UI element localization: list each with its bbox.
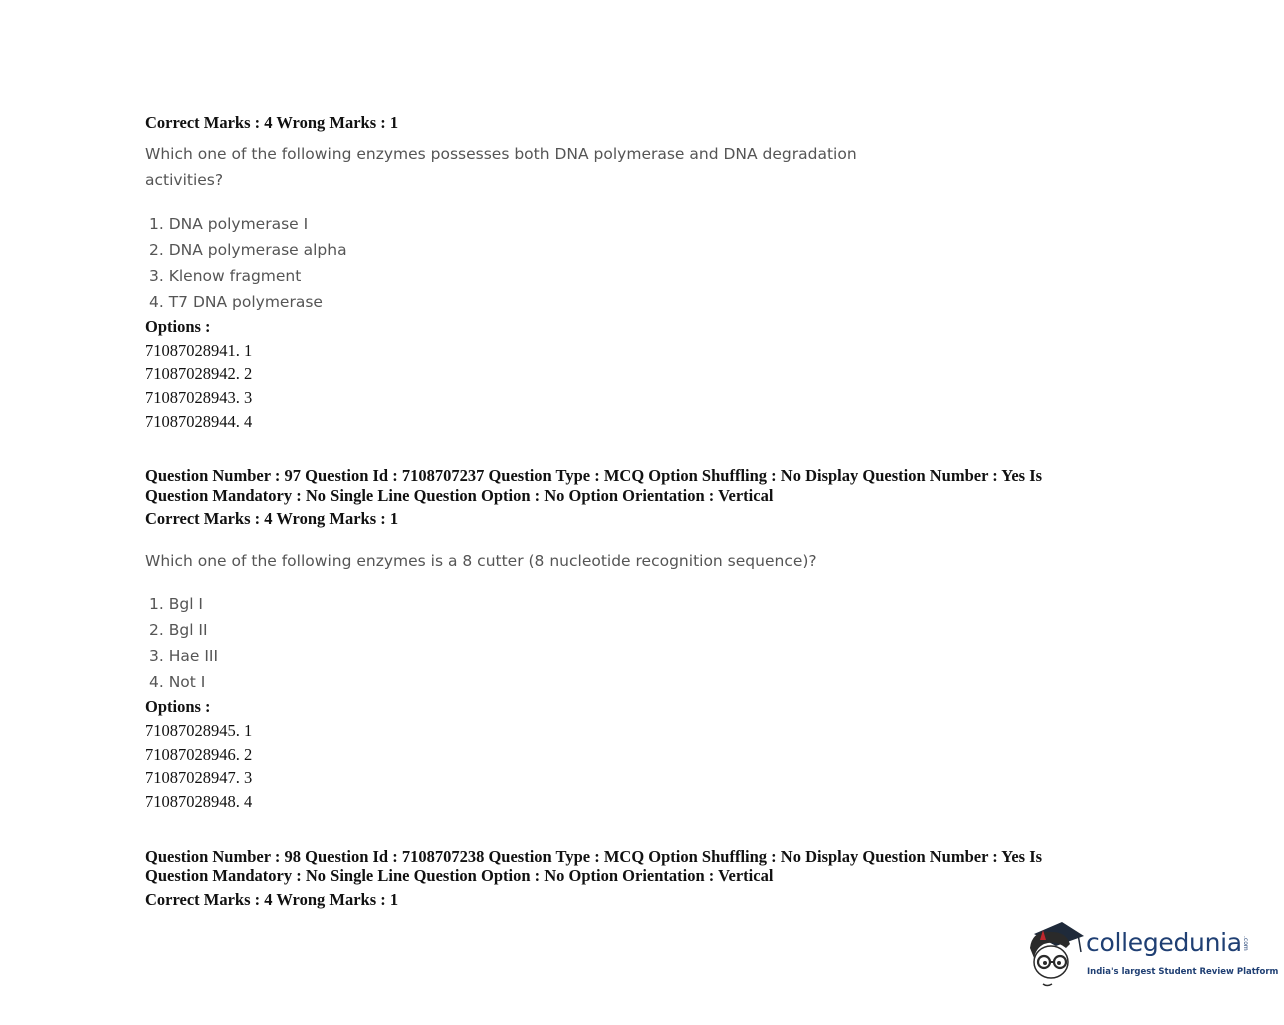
q97-marks: Correct Marks : 4 Wrong Marks : 1	[145, 509, 399, 529]
exam-page	[145, 113, 1105, 909]
q97-choice-2: 2. Bgl II	[149, 620, 208, 639]
q96-choice-3: 3. Klenow fragment	[149, 266, 302, 285]
q97-choice-3: 3. Hae III	[149, 646, 219, 665]
q96-choice-4: 4. T7 DNA polymerase	[149, 292, 323, 311]
q96-choice-1: 1. DNA polymerase I	[149, 214, 309, 233]
q96-question-line1: Which one of the following enzymes possesses both DNA polymerase and DNA degradation	[145, 144, 857, 163]
q97-option-id-1: 71087028945. 1	[145, 720, 253, 740]
q97-header-line1: Question Number : 97 Question Id : 7108707237 Question Type : MCQ Option Shuffling : No Display Question Number : Yes Is	[145, 466, 1043, 486]
q96-marks: Correct Marks : 4 Wrong Marks : 1	[145, 113, 399, 132]
q96-option-id-2: 71087028942. 2	[145, 364, 253, 384]
q96-option-id-3: 71087028943. 3	[145, 387, 253, 407]
logo-tagline: India's largest Student Review Platform	[1087, 967, 1279, 977]
logo-com-suffix: .com	[1242, 936, 1249, 951]
q97-question: Which one of the following enzymes is a 8 cutter (8 nucleotide recognition sequence)?	[145, 551, 817, 570]
q98-header-line2: Question Mandatory : No Single Line Question Option : No Option Orientation : Vertical	[145, 866, 774, 886]
q96-option-id-4: 71087028944. 4	[145, 411, 253, 431]
q97-option-id-3: 71087028947. 3	[145, 768, 253, 788]
q96-choice-list	[145, 211, 1105, 315]
q97-choice-1: 1. Bgl I	[149, 594, 203, 613]
q96-option-id-1: 71087028941. 1	[145, 340, 253, 360]
q97-options-label: Options :	[145, 696, 211, 716]
q96-option-ids	[145, 339, 1105, 434]
q98-header-line1: Question Number : 98 Question Id : 7108707238 Question Type : MCQ Option Shuffling : No Display Question Number : Yes Is	[145, 846, 1043, 866]
q96-question-line2: activities?	[145, 170, 224, 189]
q96-options-label: Options :	[145, 316, 211, 336]
q97-option-id-2: 71087028946. 2	[145, 744, 253, 764]
q97-option-ids	[145, 719, 1105, 814]
q97-choice-4: 4. Not I	[149, 672, 206, 691]
q96-choice-2: 2. DNA polymerase alpha	[149, 240, 347, 259]
logo-wordmark: collegedunia	[1086, 928, 1242, 957]
q97-choice-list	[145, 591, 1105, 695]
collegedunia-logo[interactable]	[1026, 918, 1279, 990]
q98-marks: Correct Marks : 4 Wrong Marks : 1	[145, 889, 399, 909]
q97-option-id-4: 71087028948. 4	[145, 791, 253, 811]
mascot-icon	[1026, 918, 1088, 990]
q97-header-line2: Question Mandatory : No Single Line Question Option : No Option Orientation : Vertical	[145, 485, 774, 505]
